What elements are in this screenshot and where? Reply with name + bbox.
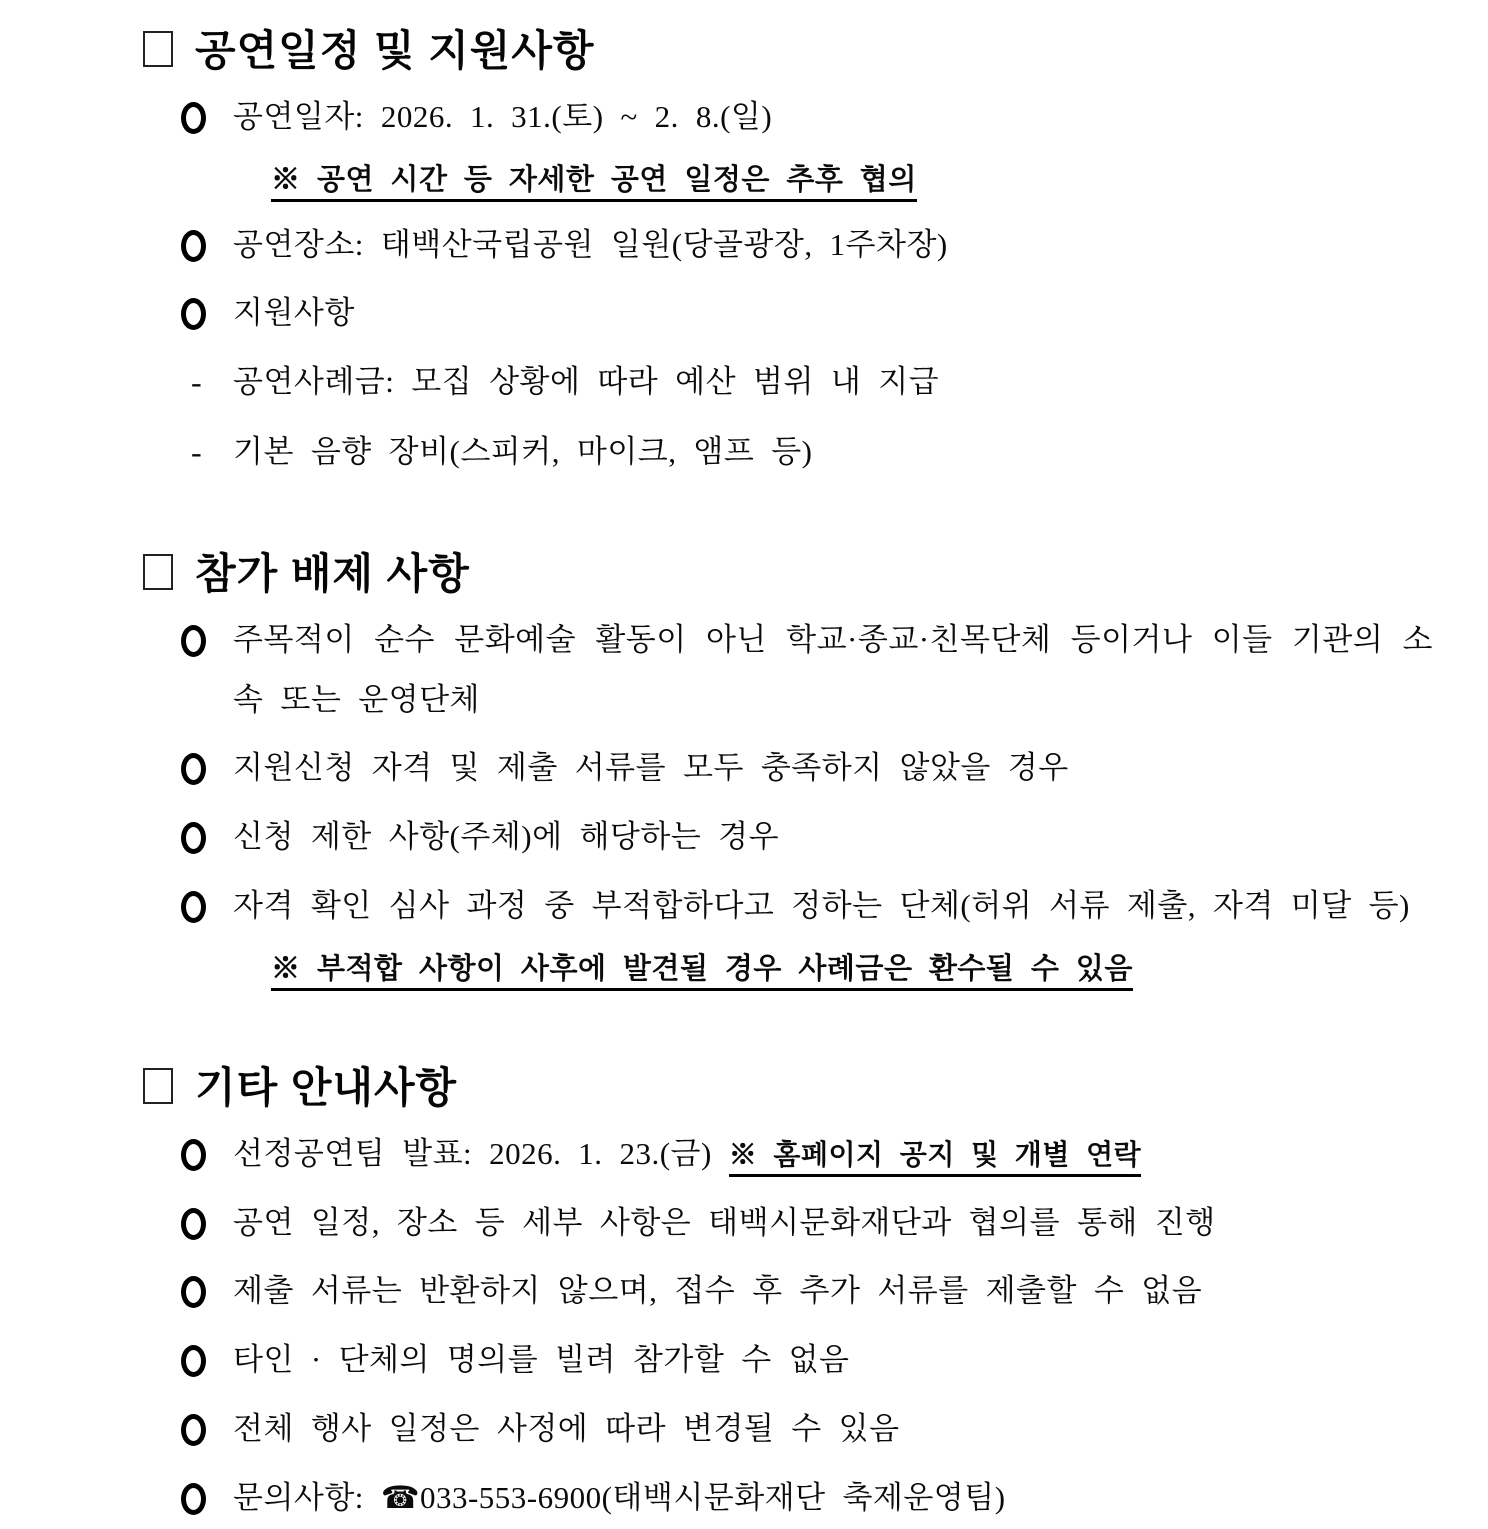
note-text: ※ 공연 시간 등 자세한 공연 일정은 추후 협의: [271, 164, 917, 202]
item-text: 신청 제한 사항(주체)에 해당하는 경우: [233, 819, 780, 855]
section-header: [143, 1055, 1433, 1115]
circle-bullet-icon: [181, 1208, 206, 1240]
list-item: [181, 610, 1433, 730]
list-item: [181, 283, 1433, 343]
list-item: [181, 1193, 1433, 1253]
item-text: 지원신청 자격 및 제출 서류를 모두 충족하지 않았을 경우: [233, 750, 1069, 786]
list-item: [181, 1124, 1433, 1184]
section-title: 공연일정 및 지원사항: [195, 27, 595, 74]
item-text: [233, 1468, 1433, 1529]
circle-bullet-icon: [181, 230, 206, 262]
reference-note: [271, 944, 1433, 995]
phone-icon: ☎: [380, 1479, 420, 1516]
item-text: 공연일자: 2026. 1. 31.(토) ~ 2. 8.(일): [233, 99, 773, 134]
list-item: [181, 87, 1433, 147]
circle-bullet-icon: [181, 625, 206, 657]
list-item: [181, 422, 1433, 483]
item-text: 공연사례금: 모집 상황에 따라 예산 범위 내 지급: [233, 364, 940, 400]
item-text: 공연장소: 태백산국립공원 일원(당골광장, 1주차장): [233, 226, 948, 262]
section-header: [143, 18, 1433, 78]
circle-bullet-icon: [181, 1483, 206, 1515]
list-item: [181, 876, 1433, 936]
section-title: 기타 안내사항: [195, 1063, 458, 1111]
circle-bullet-icon: [181, 298, 206, 330]
list-item: [181, 1330, 1433, 1390]
circle-bullet-icon: [181, 1345, 206, 1377]
item-text: 지원사항: [233, 295, 355, 331]
item-text: 자격 확인 심사 과정 중 부적합하다고 정하는 단체(허위 서류 제출, 자격 미달 등): [233, 888, 1410, 924]
square-bullet-icon: [143, 554, 173, 590]
circle-bullet-icon: [181, 753, 206, 785]
note-text: ※ 홈페이지 공지 및 개별 연락: [729, 1140, 1141, 1177]
circle-bullet-icon: [181, 1139, 206, 1171]
item-text: 전체 행사 일정은 사정에 따라 변경될 수 있음: [233, 1411, 900, 1447]
list-item: [181, 215, 1433, 275]
list-item: [181, 352, 1433, 413]
section-participation-exclusion: [143, 541, 1433, 995]
circle-bullet-icon: [181, 1414, 206, 1446]
circle-bullet-icon: [181, 822, 206, 854]
circle-bullet-icon: [181, 102, 206, 134]
list-item: [181, 738, 1433, 798]
dash-bullet-icon: -: [191, 364, 202, 401]
reference-note: [271, 155, 1433, 206]
section-header: [143, 541, 1433, 601]
item-text-main: 선정공연팀 발표: 2026. 1. 23.(금): [233, 1135, 712, 1171]
contact-number: 033-553-6900(태백시문화재단 축제운영팀): [419, 1479, 1006, 1515]
dash-bullet-icon: -: [191, 434, 202, 471]
square-bullet-icon: [143, 1068, 173, 1104]
list-item: [181, 1399, 1433, 1459]
item-text: 타인 · 단체의 명의를 빌려 참가할 수 없음: [233, 1342, 850, 1378]
item-text: 기본 음향 장비(스피커, 마이크, 앰프 등): [233, 434, 813, 470]
note-text: ※ 부적합 사항이 사후에 발견될 경우 사례금은 환수될 수 있음: [271, 953, 1133, 991]
item-text: 주목적이 순수 문화예술 활동이 아닌 학교·종교·친목단체 등이거나 이들 기관의 소속 또는 운영단체: [233, 621, 1433, 717]
section-other-information: [143, 1055, 1433, 1529]
list-item: [181, 1261, 1433, 1321]
contact-label: 문의사항:: [233, 1479, 381, 1515]
circle-bullet-icon: [181, 891, 206, 923]
list-item: [181, 1468, 1433, 1529]
item-text: 공연 일정, 장소 등 세부 사항은 태백시문화재단과 협의를 통해 진행: [233, 1204, 1216, 1240]
circle-bullet-icon: [181, 1276, 206, 1308]
list-item: [181, 807, 1433, 867]
square-bullet-icon: [143, 31, 173, 67]
section-performance-schedule: [143, 18, 1433, 483]
section-title: 참가 배제 사항: [195, 549, 470, 597]
item-text: 제출 서류는 반환하지 않으며, 접수 후 추가 서류를 제출할 수 없음: [233, 1273, 1203, 1309]
item-text: [233, 1124, 1433, 1184]
